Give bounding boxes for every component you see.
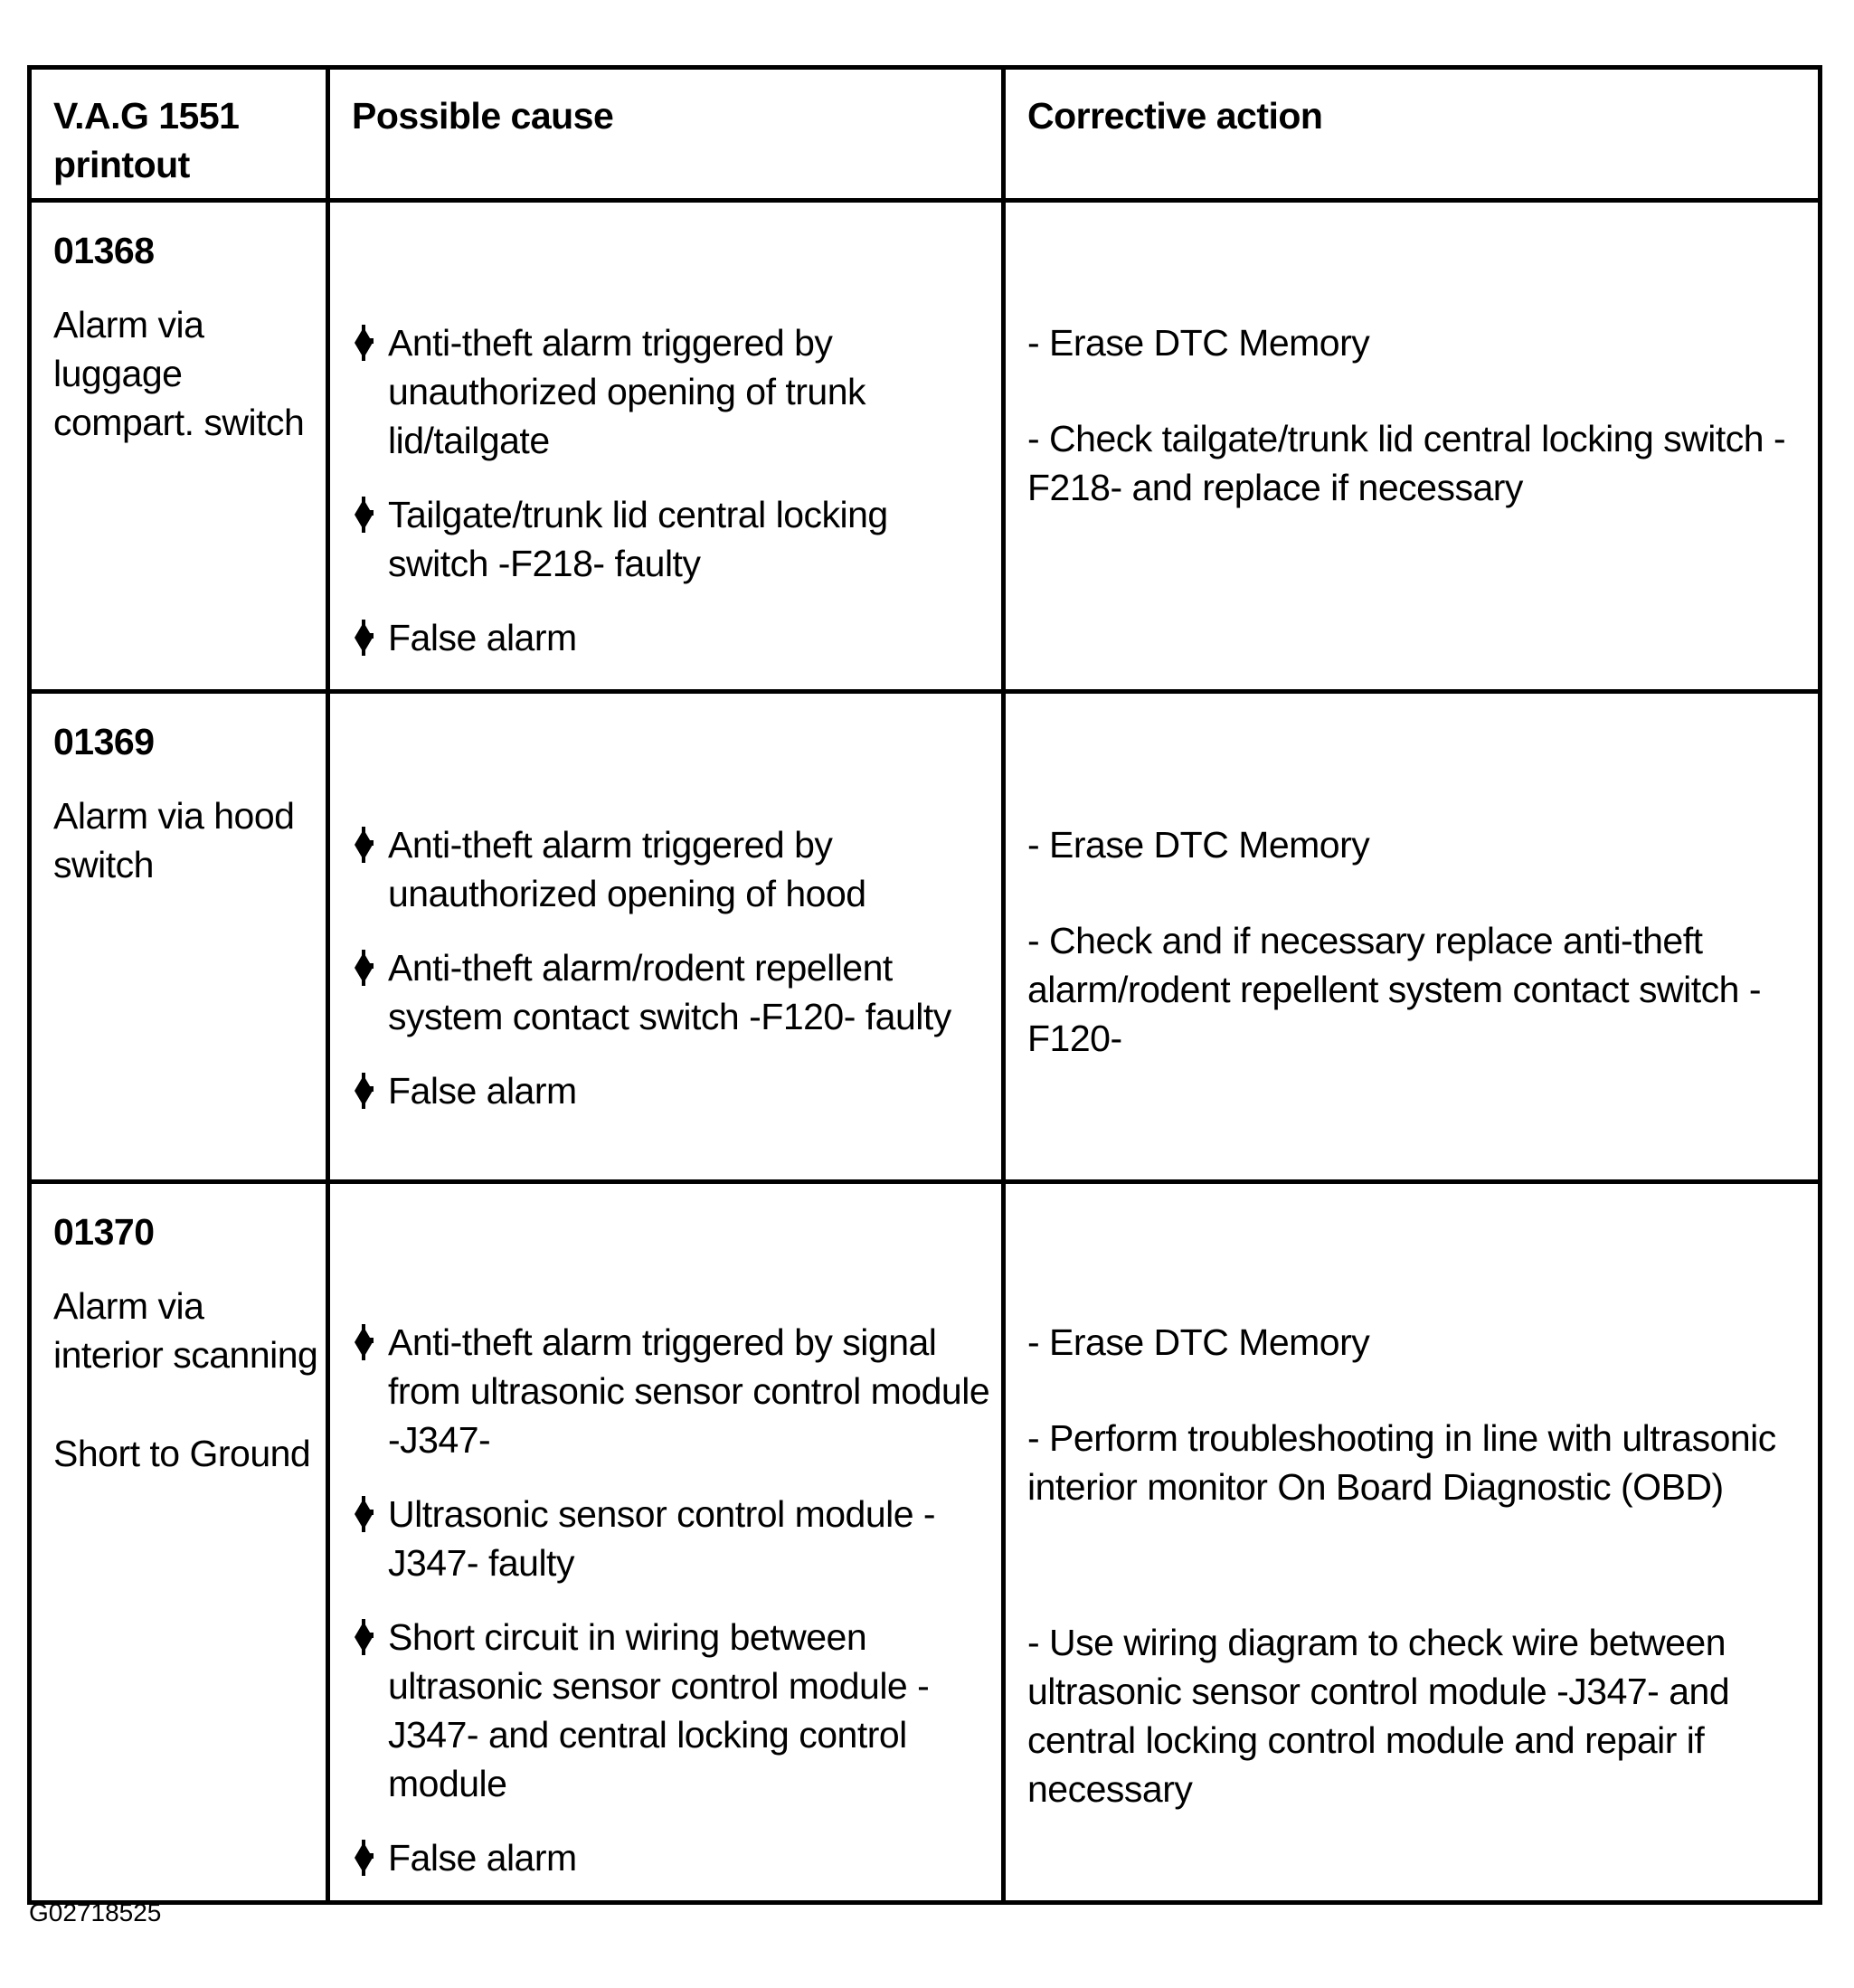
cause-text: Tailgate/trunk lid central locking switch -F218- faulty: [388, 494, 888, 584]
table-row-01370: [30, 1182, 1821, 1903]
cause-item: [354, 1490, 992, 1587]
printout-text: Alarm via hood switch: [53, 795, 295, 885]
cause-item: [354, 1066, 992, 1115]
printout-text: Alarm via interior scanning: [53, 1285, 318, 1376]
diamond-bullet-icon: [354, 1073, 374, 1109]
cause-item: [354, 490, 992, 588]
cause-text: False alarm: [388, 1070, 577, 1112]
cause-item: [354, 1833, 992, 1882]
header-cell-corrective-action: Corrective action: [1004, 68, 1821, 201]
cause-text: Ultrasonic sensor control module - J347- faulty: [388, 1493, 936, 1584]
header-row: [30, 68, 1821, 201]
cause-text: Anti-theft alarm/rodent repellent system contact switch -F120- faulty: [388, 947, 951, 1037]
diamond-bullet-icon: [354, 1496, 374, 1532]
figure-id: G02718525: [29, 1898, 162, 1926]
printout-text: Short to Ground: [53, 1433, 311, 1474]
cause-text: Short circuit in wiring between ultrasonic sensor control module - J347- and central locking control module: [388, 1616, 930, 1804]
printout-text: Alarm via luggage compart. switch: [53, 304, 305, 443]
cause-item: [354, 943, 992, 1041]
action-text: - Check tailgate/trunk lid central locking switch -F218- and replace if necessary: [1027, 418, 1786, 508]
cause-item: [354, 318, 992, 465]
causes-cell: [328, 1182, 1004, 1903]
header-cell-possible-cause: Possible cause: [328, 68, 1004, 201]
cause-text: Anti-theft alarm triggered by unauthorized opening of hood: [388, 824, 866, 914]
diamond-bullet-icon: [354, 1840, 374, 1876]
dtc-code: 01370: [53, 1211, 155, 1253]
table-row-01368: [30, 201, 1821, 692]
diamond-bullet-icon: [354, 950, 374, 986]
cause-item: [354, 1613, 992, 1808]
printout-cell: [30, 201, 328, 692]
cause-text: Anti-theft alarm triggered by unauthorized opening of trunk lid/tailgate: [388, 322, 866, 461]
cause-item: [354, 613, 992, 662]
causes-cell: [328, 201, 1004, 692]
diamond-bullet-icon: [354, 827, 374, 863]
diamond-bullet-icon: [354, 1324, 374, 1360]
causes-cell: [328, 692, 1004, 1182]
action-text: - Erase DTC Memory: [1027, 1321, 1370, 1363]
cause-text: False alarm: [388, 1837, 577, 1879]
diamond-bullet-icon: [354, 1619, 374, 1655]
action-text: - Erase DTC Memory: [1027, 824, 1370, 866]
printout-cell: [30, 1182, 328, 1903]
header-cell-printout: V.A.G 1551 printout: [30, 68, 328, 201]
dtc-code: 01369: [53, 721, 155, 762]
dtc-table: [27, 65, 1822, 1905]
cause-item: [354, 820, 992, 918]
action-text: - Use wiring diagram to check wire between ultrasonic sensor control module -J347- and central locking control module and repair if necessary: [1027, 1622, 1730, 1810]
cause-item: [354, 1318, 992, 1464]
action-text: - Erase DTC Memory: [1027, 322, 1370, 364]
actions-cell: [1004, 692, 1821, 1182]
action-text: - Perform troubleshooting in line with ultrasonic interior monitor On Board Diagnostic (OBD): [1027, 1417, 1776, 1508]
actions-cell: [1004, 1182, 1821, 1903]
action-text: - Check and if necessary replace anti-theft alarm/rodent repellent system contact switch -F120-: [1027, 920, 1761, 1059]
actions-cell: [1004, 201, 1821, 692]
dtc-code: 01368: [53, 230, 155, 271]
diamond-bullet-icon: [354, 325, 374, 361]
diamond-bullet-icon: [354, 620, 374, 656]
printout-cell: [30, 692, 328, 1182]
diamond-bullet-icon: [354, 497, 374, 533]
table-row-01369: [30, 692, 1821, 1182]
cause-text: False alarm: [388, 617, 577, 658]
cause-text: Anti-theft alarm triggered by signal from ultrasonic sensor control module -J347-: [388, 1321, 990, 1461]
